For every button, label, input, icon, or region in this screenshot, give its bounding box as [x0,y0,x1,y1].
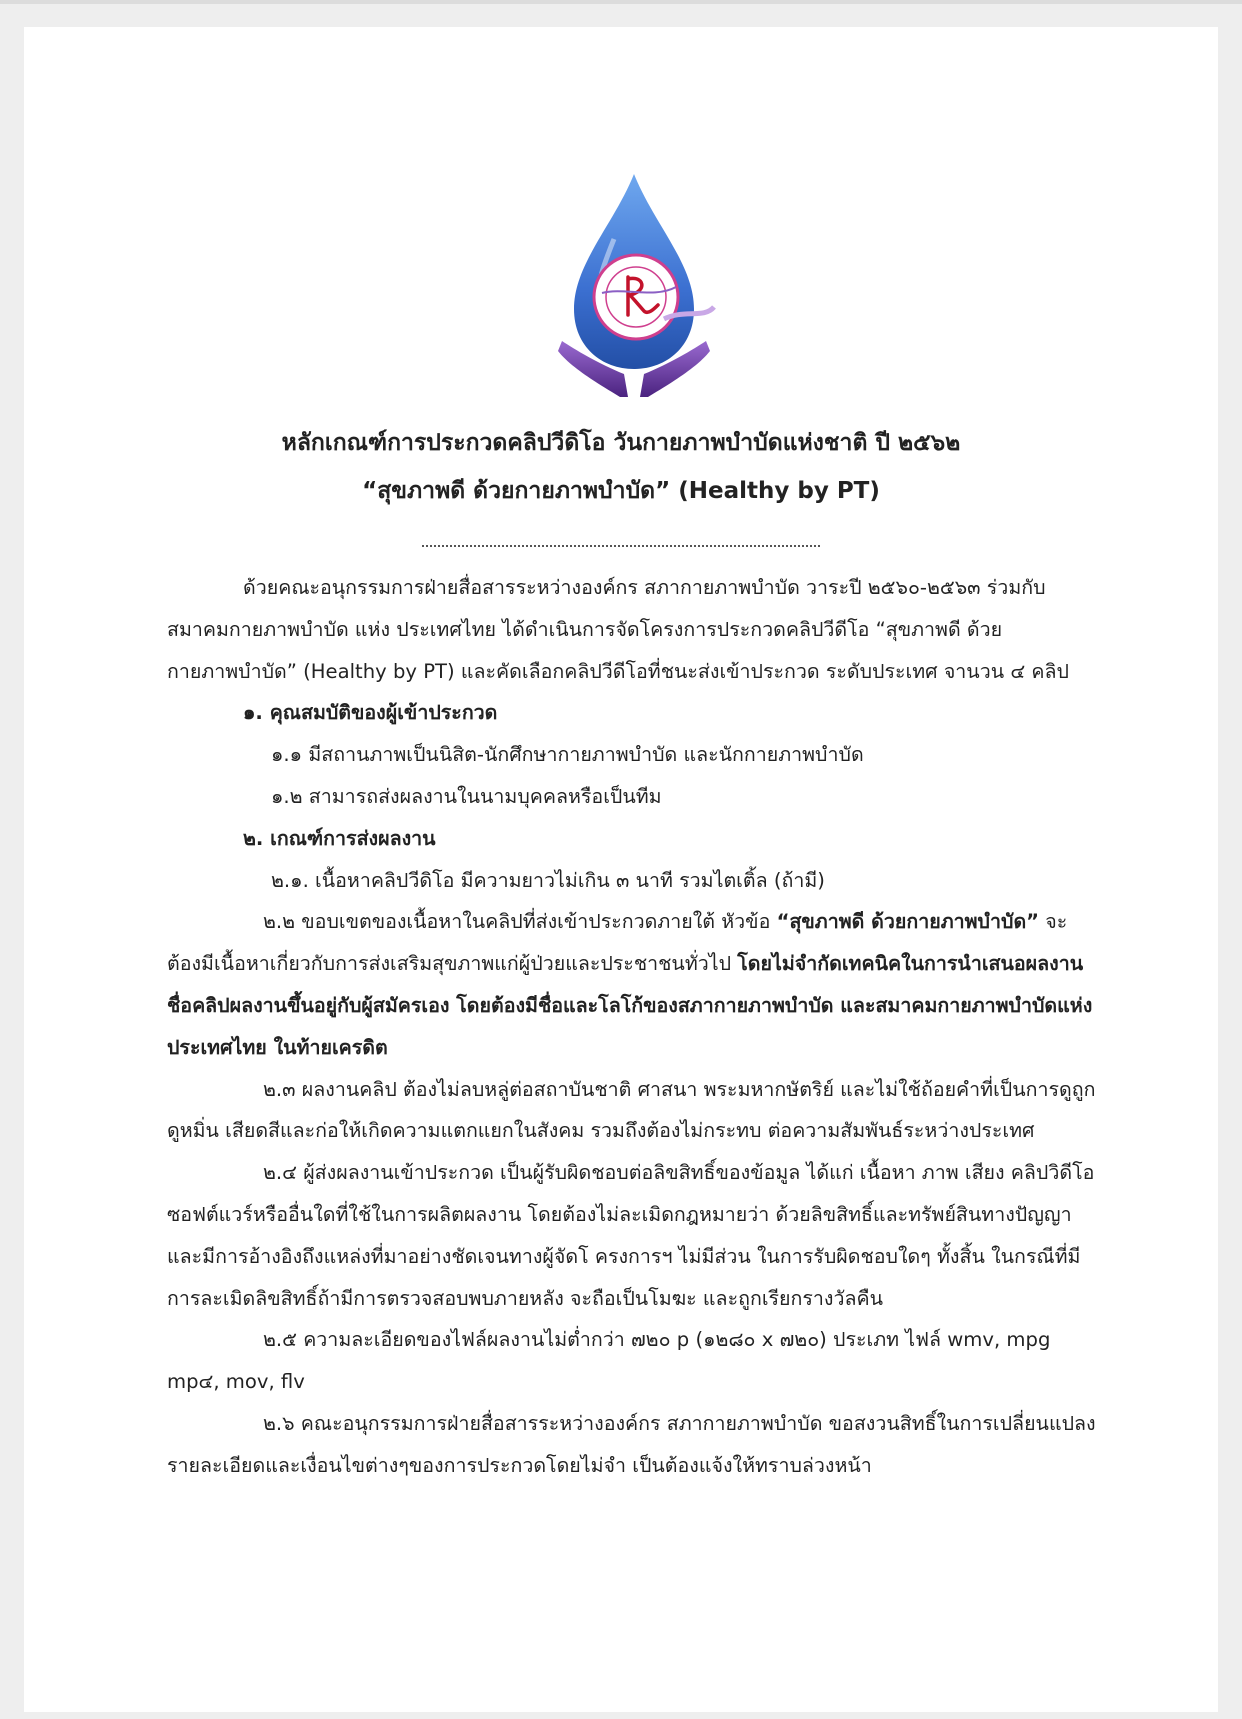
document-body [167,567,1097,1487]
section-2-item-3: ๒.๓ ผลงานคลิป ต้องไม่ลบหลู่ต่อสถาบันชาติ ศาสนา พระมหากษัตริย์ และไม่ใช้ถ้อยคำที่เป็นการดูถูกดูหมิ่น เสียดสีและก่อให้เกิดความแตกแยกในสังคม รวมถึงต้องไม่กระทบ ต่อความสัมพันธ์ระหว่างประเทศ [167,1077,1096,1143]
section-2-heading: ๒. เกณฑ์การส่งผลงาน [243,826,436,850]
section-2-item-2 [167,901,1097,1068]
item-2-bold-conditions: โดยไม่จำกัดเทคนิคในการนำเสนอผลงานชื่อคลิปผลงานขึ้นอยู่กับผู้สมัครเอง โดยต้องมีชื่อและโลโก้ของสภากายภาพบำบัด และสมาคมกายภาพบำบัดแห่งประเทศไทย ในท้ายเครดิต [167,952,1093,1059]
section-2-item-6: ๒.๖ คณะอนุกรรมการฝ่ายสื่อสารระหว่างองค์กร สภากายภาพบำบัด ขอสงวนสิทธิ์ในการเปลี่ยนแปลงรายละเอียดและเงื่อนไขต่างๆของการประกวดโดยไม่จำ เป็นต้องแจ้งให้ทราบล่วงหน้า [167,1411,1096,1477]
council-logo-icon [544,169,724,399]
intro-paragraph: ด้วยคณะอนุกรรมการฝ่ายสื่อสารระหว่างองค์กร สภากายภาพบำบัด วาระปี ๒๕๖๐-๒๕๖๓ ร่วมกับสมาคมกายภาพบำบัด แห่ง ประเทศไทย ได้ดำเนินการจัดโครงการประกวดคลิปวีดีโอ “สุขภาพดี ด้วยกายภาพบำบัด” (Healthy by PT) และคัดเลือกคลิปวีดีโอที่ชนะส่งเข้าประกวด ระดับประเทศ จานวน ๔ คลิป [167,576,1069,683]
item-2-text-c: จะต้องมีเนื้อหาเกี่ยวกับการส่งเสริมสุขภาพแก่ผู้ป่วยและประชาชนทั่วไป [167,910,1068,976]
section-2-item-5: ๒.๕ ความละเอียดของไฟล์ผลงานไม่ต่ำกว่า ๗๒๐ p (๑๒๘๐ x ๗๒๐) ประเภท ไฟล์ wmv, mpg mp๔, mov, flv [167,1328,1051,1394]
top-border [0,0,1242,4]
document-page [24,27,1218,1712]
dotted-separator [422,545,820,547]
section-2-item-4: ๒.๔ ผู้ส่งผลงานเข้าประกวด เป็นผู้รับผิดชอบต่อลิขสิทธิ์ของข้อมูล ได้แก่ เนื้อหา ภาพ เสียง คลิปวิดีโอ ซอฟต์แวร์หรืออื่นใดที่ใช้ในการผลิตผลงาน โดยต้องไม่ละเมิดกฎหมายว่า ด้วยลิขสิทธิ์และทรัพย์สินทางปัญญา และมีการอ้างอิงถึงแหล่งที่มาอย่างชัดเจนทางผู้จัดโ ครงการฯ ไม่มีส่วน ในการรับผิดชอบใดๆ ทั้งสิ้น ในกรณีที่มีการละเมิดลิขสิทธิ์ถ้ามีการตรวจสอบพบภายหลัง จะถือเป็นโมฆะ และถูกเรียกรางวัลคืน [167,1161,1095,1310]
section-2-item-1: ๒.๑. เนื้อหาคลิปวีดิโอ มีความยาวไม่เกิน ๓ นาที รวมไตเติ้ล (ถ้ามี) [271,868,825,892]
title-line-2: “สุขภาพดี ด้วยกายภาพบำบัด” (Healthy by PT) [362,478,880,504]
title-line-1: หลักเกณฑ์การประกวดคลิปวีดิโอ วันกายภาพบำบัดแห่งชาติ ปี ๒๕๖๒ [281,430,961,456]
item-2-topic: “สุขภาพดี ด้วยกายภาพบำบัด” [776,910,1040,934]
item-2-text-a: ๒.๒ ขอบเขตของเนื้อหาในคลิปที่ส่งเข้าประกวดภายใต้ หัวข้อ [263,910,777,934]
section-1-heading: ๑. คุณสมบัติของผู้เข้าประกวด [243,701,498,725]
section-1-item-2: ๑.๒ สามารถส่งผลงานในนามบุคคลหรือเป็นทีม [271,784,662,808]
section-1-item-1: ๑.๑ มีสถานภาพเป็นนิสิต-นักศึกษากายภาพบำบัด และนักกายภาพบำบัด [271,743,864,767]
